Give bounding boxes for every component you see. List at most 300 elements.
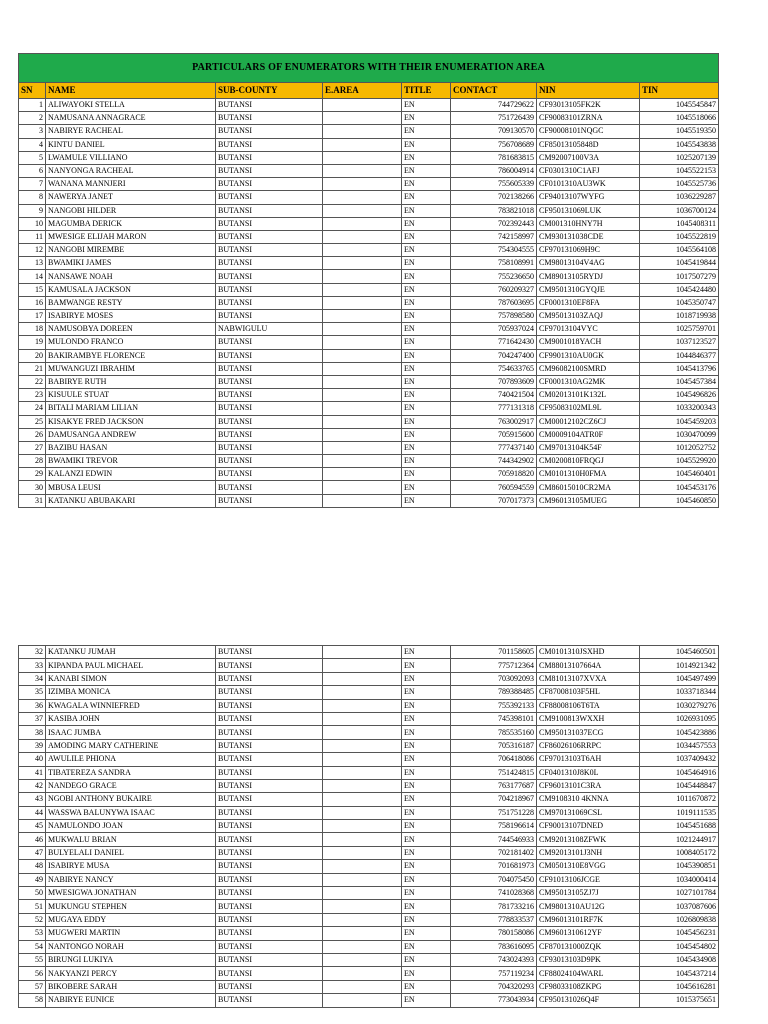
cell-name: NANYONGA RACHEAL [46,164,216,177]
cell-nin: CF87008103F5HL [537,686,640,699]
cell-nin: CM0101310JSXHD [537,646,640,659]
cell-nin: CF88024104WARL [537,967,640,980]
cell-e-area [323,230,402,243]
cell-sub-county: BUTANSI [216,900,323,913]
cell-tin: 1045413796 [640,362,719,375]
table-row [19,820,719,833]
cell-contact: 703092093 [451,672,537,685]
cell-title: EN [402,336,451,349]
cell-sn: 43 [19,793,46,806]
cell-name: MUWANGUZI IBRAHIM [46,362,216,375]
cell-sub-county: BUTANSI [216,699,323,712]
table-row [19,646,719,659]
table-row [19,99,719,112]
cell-contact: 781733216 [451,900,537,913]
cell-contact: 758196614 [451,820,537,833]
cell-name: TIBATEREZA SANDRA [46,766,216,779]
cell-tin: 1045390851 [640,860,719,873]
cell-e-area [323,779,402,792]
cell-contact: 751726439 [451,112,537,125]
cell-title: EN [402,686,451,699]
cell-sub-county: BUTANSI [216,967,323,980]
cell-title: EN [402,125,451,138]
header-tin: TIN [640,83,719,99]
cell-tin: 1045518066 [640,112,719,125]
cell-contact: 755236650 [451,270,537,283]
cell-e-area [323,913,402,926]
cell-sub-county: BUTANSI [216,217,323,230]
cell-title: EN [402,283,451,296]
cell-nin: CM96013101RF7K [537,913,640,926]
cell-nin: CF0101310AU3WK [537,178,640,191]
cell-sub-county: BUTANSI [216,726,323,739]
cell-sn: 18 [19,323,46,336]
cell-name: MULONDO FRANCO [46,336,216,349]
cell-title: EN [402,833,451,846]
cell-tin: 1045564108 [640,244,719,257]
cell-tin: 1045497499 [640,672,719,685]
cell-e-area [323,726,402,739]
cell-nin: CM92013101J3NH [537,846,640,859]
cell-nin: CM9001018YACH [537,336,640,349]
cell-name: KWAGALA WINNIEFRED [46,699,216,712]
cell-name: MWESIGE ELIJAH MARON [46,230,216,243]
cell-nin: CM92007100V3A [537,151,640,164]
cell-tin: 1045448847 [640,779,719,792]
cell-contact: 773043934 [451,994,537,1007]
cell-nin: CF9901310AU0GK [537,349,640,362]
cell-title: EN [402,112,451,125]
cell-tin: 1025759701 [640,323,719,336]
cell-name: AMODING MARY CATHERINE [46,739,216,752]
cell-e-area [323,481,402,494]
cell-nin: CM9108310 4KNNA [537,793,640,806]
cell-name: MUGWERI MARTIN [46,927,216,940]
cell-tin: 1033718344 [640,686,719,699]
cell-tin: 1037409432 [640,753,719,766]
cell-sn: 50 [19,887,46,900]
header-e-area: E.AREA [323,83,402,99]
cell-e-area [323,900,402,913]
cell-sub-county: BUTANSI [216,833,323,846]
cell-name: BITALI MARIAM LILIAN [46,402,216,415]
cell-sub-county: BUTANSI [216,151,323,164]
cell-e-area [323,873,402,886]
cell-contact: 758108991 [451,257,537,270]
cell-tin: 1021244917 [640,833,719,846]
cell-tin: 1034457553 [640,739,719,752]
cell-title: EN [402,860,451,873]
cell-sub-county: BUTANSI [216,953,323,966]
cell-contact: 757119234 [451,967,537,980]
cell-tin: 1030470099 [640,428,719,441]
cell-contact: 763002917 [451,415,537,428]
table-body-1 [19,99,719,508]
cell-sn: 29 [19,468,46,481]
cell-e-area [323,833,402,846]
cell-contact: 757898580 [451,310,537,323]
cell-title: EN [402,846,451,859]
cell-name: LWAMULE VILLIANO [46,151,216,164]
cell-nin: CF91013106JCGE [537,873,640,886]
cell-e-area [323,99,402,112]
cell-e-area [323,659,402,672]
cell-nin: CF93013103D9PK [537,953,640,966]
cell-nin: CM950131037ECG [537,726,640,739]
cell-sub-county: BUTANSI [216,375,323,388]
cell-tin: 1017507279 [640,270,719,283]
cell-tin: 1036700124 [640,204,719,217]
cell-title: EN [402,913,451,926]
cell-sn: 51 [19,900,46,913]
cell-tin: 1045529920 [640,455,719,468]
cell-title: EN [402,270,451,283]
cell-nin: CM86015010CR2MA [537,481,640,494]
cell-nin: CF98033108ZKPG [537,980,640,993]
table-row [19,686,719,699]
cell-e-area [323,672,402,685]
cell-sn: 49 [19,873,46,886]
cell-title: EN [402,191,451,204]
cell-tin: 1018719938 [640,310,719,323]
cell-e-area [323,415,402,428]
cell-name: NAKYANZI PERCY [46,967,216,980]
cell-e-area [323,151,402,164]
cell-sn: 19 [19,336,46,349]
cell-nin: CM96013105MUEG [537,494,640,507]
cell-tin: 1045543838 [640,138,719,151]
cell-nin: CF970131069H9C [537,244,640,257]
cell-tin: 1045525736 [640,178,719,191]
cell-title: EN [402,244,451,257]
table-row [19,428,719,441]
cell-e-area [323,336,402,349]
cell-nin: CF0401310J8K0L [537,766,640,779]
table-row [19,887,719,900]
cell-nin: CF90008101NQGC [537,125,640,138]
cell-contact: 751424815 [451,766,537,779]
header-name: NAME [46,83,216,99]
cell-e-area [323,927,402,940]
cell-tin: 1045460850 [640,494,719,507]
cell-contact: 783821018 [451,204,537,217]
cell-sub-county: BUTANSI [216,296,323,309]
cell-contact: 777437140 [451,441,537,454]
cell-e-area [323,204,402,217]
cell-e-area [323,953,402,966]
cell-tin: 1045519350 [640,125,719,138]
table-title: PARTICULARS OF ENUMERATORS WITH THEIR ENUMERATION AREA [19,54,719,83]
cell-contact: 741028368 [451,887,537,900]
cell-name: ISABIRYE MOSES [46,310,216,323]
cell-e-area [323,375,402,388]
cell-sn: 25 [19,415,46,428]
table-row [19,779,719,792]
cell-e-area [323,846,402,859]
table-row [19,712,719,725]
cell-nin: CM89013105RYDJ [537,270,640,283]
cell-e-area [323,191,402,204]
cell-nin: CF97013103T6AH [537,753,640,766]
cell-sn: 36 [19,699,46,712]
enumerators-table-2 [18,645,719,1008]
cell-sn: 2 [19,112,46,125]
cell-sn: 10 [19,217,46,230]
cell-sn: 57 [19,980,46,993]
cell-sub-county: BUTANSI [216,99,323,112]
table-row [19,138,719,151]
table-row [19,257,719,270]
cell-nin: CF0001310AG2MK [537,375,640,388]
cell-e-area [323,468,402,481]
cell-title: EN [402,204,451,217]
cell-title: EN [402,178,451,191]
header-nin: NIN [537,83,640,99]
cell-sub-county: BUTANSI [216,428,323,441]
cell-sn: 4 [19,138,46,151]
cell-contact: 704247400 [451,349,537,362]
cell-sub-county: BUTANSI [216,244,323,257]
cell-sub-county: BUTANSI [216,204,323,217]
cell-sub-county: BUTANSI [216,349,323,362]
table-row [19,375,719,388]
cell-sub-county: BUTANSI [216,441,323,454]
cell-title: EN [402,257,451,270]
cell-name: MWESIGWA JONATHAN [46,887,216,900]
cell-contact: 787603695 [451,296,537,309]
cell-sub-county: BUTANSI [216,846,323,859]
cell-nin: CM0200810FRQGJ [537,455,640,468]
cell-nin: CM02013101K132L [537,389,640,402]
cell-tin: 1008405172 [640,846,719,859]
cell-name: MUGAYA EDDY [46,913,216,926]
cell-e-area [323,766,402,779]
cell-e-area [323,349,402,362]
cell-sub-county: BUTANSI [216,415,323,428]
cell-sn: 46 [19,833,46,846]
cell-title: EN [402,389,451,402]
cell-nin: CM970131069CSL [537,806,640,819]
cell-sn: 41 [19,766,46,779]
cell-e-area [323,217,402,230]
cell-contact: 786004914 [451,164,537,177]
cell-sub-county: BUTANSI [216,779,323,792]
cell-title: EN [402,753,451,766]
cell-tin: 1045460501 [640,646,719,659]
table-row [19,151,719,164]
cell-tin: 1015375651 [640,994,719,1007]
table-row [19,659,719,672]
cell-name: KANABI SIMON [46,672,216,685]
table-row [19,753,719,766]
table-row [19,806,719,819]
cell-sub-county: BUTANSI [216,362,323,375]
cell-contact: 743024393 [451,953,537,966]
cell-title: EN [402,217,451,230]
cell-contact: 707017373 [451,494,537,507]
cell-title: EN [402,659,451,672]
cell-e-area [323,310,402,323]
cell-tin: 1045496826 [640,389,719,402]
cell-nin: CF96013101C3RA [537,779,640,792]
cell-tin: 1045424480 [640,283,719,296]
cell-tin: 1045408311 [640,217,719,230]
cell-sn: 7 [19,178,46,191]
table-row [19,468,719,481]
cell-nin: CM0101310H0FMA [537,468,640,481]
cell-contact: 755392133 [451,699,537,712]
cell-title: EN [402,164,451,177]
cell-name: WANANA MANNJERI [46,178,216,191]
cell-tin: 1045460401 [640,468,719,481]
cell-e-area [323,296,402,309]
table-row [19,873,719,886]
cell-name: KISAKYE FRED JACKSON [46,415,216,428]
cell-title: EN [402,980,451,993]
cell-nin: CF85013105848D [537,138,640,151]
cell-name: NANGOBI HILDER [46,204,216,217]
cell-sub-county: BUTANSI [216,112,323,125]
table-row [19,217,719,230]
cell-sn: 58 [19,994,46,1007]
cell-sub-county: BUTANSI [216,125,323,138]
cell-e-area [323,125,402,138]
cell-e-area [323,860,402,873]
cell-e-area [323,887,402,900]
cell-nin: CM98013104V4AG [537,257,640,270]
cell-name: NAMUSANA ANNAGRACE [46,112,216,125]
cell-name: NABIRYE RACHEAL [46,125,216,138]
cell-sub-county: BUTANSI [216,739,323,752]
cell-tin: 1036229287 [640,191,719,204]
cell-contact: 755605339 [451,178,537,191]
cell-nin: CM92013108ZFWK [537,833,640,846]
cell-name: KAMUSALA JACKSON [46,283,216,296]
cell-name: KIPANDA PAUL MICHAEL [46,659,216,672]
cell-sn: 45 [19,820,46,833]
cell-sn: 38 [19,726,46,739]
cell-contact: 785535160 [451,726,537,739]
cell-tin: 1045419844 [640,257,719,270]
cell-e-area [323,646,402,659]
cell-sub-county: NABWIGULU [216,323,323,336]
cell-contact: 705918820 [451,468,537,481]
cell-sn: 8 [19,191,46,204]
cell-sub-county: BUTANSI [216,672,323,685]
table-row [19,112,719,125]
cell-e-area [323,270,402,283]
table-row [19,793,719,806]
cell-contact: 780158086 [451,927,537,940]
cell-e-area [323,994,402,1007]
cell-e-area [323,980,402,993]
cell-name: BULYELALI DANIEL [46,846,216,859]
cell-title: EN [402,940,451,953]
cell-title: EN [402,415,451,428]
cell-name: ALIWAYOKI STELLA [46,99,216,112]
table-row [19,900,719,913]
cell-nin: CM9501310GYQJE [537,283,640,296]
cell-contact: 705316187 [451,739,537,752]
cell-sub-county: BUTANSI [216,659,323,672]
table-row [19,739,719,752]
cell-sn: 32 [19,646,46,659]
cell-sn: 3 [19,125,46,138]
cell-tin: 1045456231 [640,927,719,940]
cell-sub-county: BUTANSI [216,164,323,177]
cell-sn: 13 [19,257,46,270]
cell-name: BABIRYE RUTH [46,375,216,388]
cell-contact: 744729622 [451,99,537,112]
cell-sn: 44 [19,806,46,819]
cell-nin: CF950131026Q4F [537,994,640,1007]
cell-title: EN [402,441,451,454]
cell-nin: CM9801310AU12G [537,900,640,913]
cell-title: EN [402,481,451,494]
enumerators-table-1 [18,53,719,508]
cell-sn: 11 [19,230,46,243]
cell-contact: 707893609 [451,375,537,388]
cell-sub-county: BUTANSI [216,887,323,900]
cell-name: MBUSA LEUSI [46,481,216,494]
table-row [19,766,719,779]
cell-sub-county: BUTANSI [216,178,323,191]
cell-sn: 23 [19,389,46,402]
cell-title: EN [402,99,451,112]
cell-tin: 1045434908 [640,953,719,966]
table-row [19,230,719,243]
cell-nin: CM9601310612YF [537,927,640,940]
cell-tin: 1037123527 [640,336,719,349]
cell-name: NANDEGO GRACE [46,779,216,792]
cell-name: NGOBI ANTHONY BUKAIRE [46,793,216,806]
cell-title: EN [402,151,451,164]
table-row [19,178,719,191]
cell-title: EN [402,138,451,151]
table-row [19,455,719,468]
table-row [19,270,719,283]
table-row [19,980,719,993]
cell-sn: 9 [19,204,46,217]
cell-sn: 55 [19,953,46,966]
cell-title: EN [402,402,451,415]
cell-contact: 789388485 [451,686,537,699]
cell-sub-county: BUTANSI [216,927,323,940]
cell-name: WASSWA BALUNYWA ISAAC [46,806,216,819]
table-row [19,191,719,204]
cell-sub-county: BUTANSI [216,686,323,699]
cell-title: EN [402,806,451,819]
cell-contact: 701681973 [451,860,537,873]
cell-contact: 702138266 [451,191,537,204]
cell-contact: 704075450 [451,873,537,886]
cell-sn: 53 [19,927,46,940]
cell-sn: 5 [19,151,46,164]
cell-contact: 702392443 [451,217,537,230]
cell-contact: 745398101 [451,712,537,725]
cell-sub-county: BUTANSI [216,230,323,243]
cell-title: EN [402,310,451,323]
cell-e-area [323,793,402,806]
cell-nin: CM97013104K54F [537,441,640,454]
table-row [19,164,719,177]
cell-sub-county: BUTANSI [216,980,323,993]
cell-tin: 1045453176 [640,481,719,494]
cell-name: MAGUMBA DERICK [46,217,216,230]
table-body-2 [19,646,719,1008]
table-row [19,415,719,428]
cell-e-area [323,699,402,712]
